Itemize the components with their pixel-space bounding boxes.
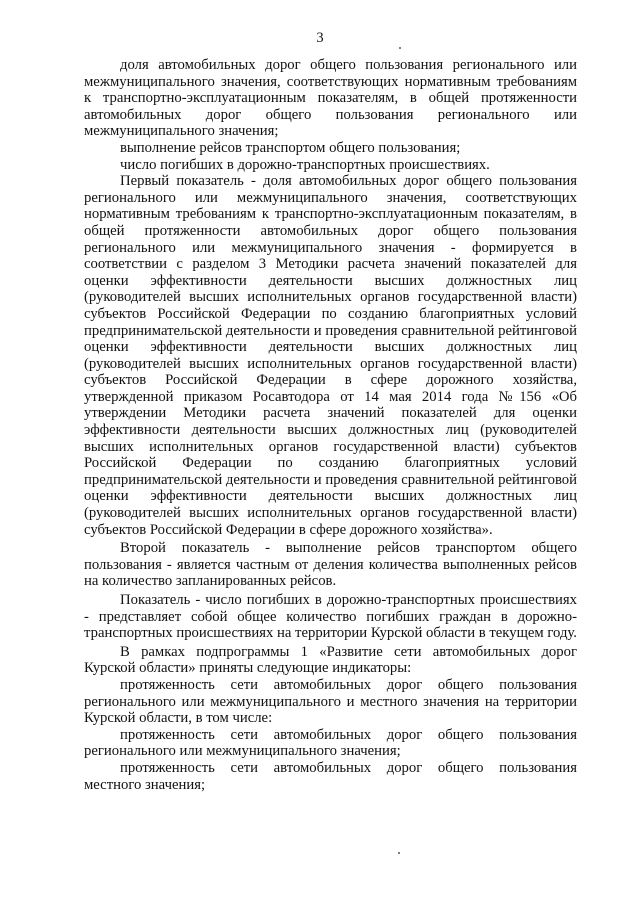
page-number: 3 — [316, 30, 324, 46]
paragraph-indicator-fatalities: число погибших в дорожно-транспортных происшествиях. — [120, 156, 490, 173]
document-body — [84, 57, 577, 793]
paragraph-network-length-total: протяженность сети автомобильных дорог общего пользования регионального или межмуниципального и местного значения на территории Курской области, в том числе: — [84, 676, 577, 727]
scan-speck — [398, 852, 400, 854]
paragraph-network-length-regional: протяженность сети автомобильных дорог общего пользования регионального или межмуниципального значения; — [84, 726, 577, 760]
paragraph-fatalities-indicator: Показатель - число погибших в дорожно-транспортных происшествиях - представляет собой общее количество погибших граждан в дорожно-транспортных происшествиях на территории Курской области в текущем году. — [84, 592, 577, 642]
paragraph-indicator-trips: выполнение рейсов транспортом общего пользования; — [120, 139, 461, 156]
paragraph-network-length-local: протяженность сети автомобильных дорог общего пользования местного значения; — [84, 759, 577, 793]
paragraph-second-indicator: Второй показатель - выполнение рейсов транспортом общего пользования - является частным от деления количества выполненных рейсов на количество запланированных рейсов. — [84, 540, 577, 590]
paragraph-first-indicator: Первый показатель - доля автомобильных дорог общего пользования регионального или межмуниципального значения, соответствующих нормативным требованиям к транспортно-эксплуатационным показателям, в общей протяженности автомобильных дорог общего пользования регионального или межмуниципального значения - формируется в соответствии с разделом 3 Методики расчета значений показателей для оценки эффективности деятельности высших должностных лиц (руководителей высших исполнительных органов государственной власти) субъектов Российской Федерации по созданию благоприятных условий предпринимательской деятельности и проведения сравнительной рейтинговой оценки эффективности деятельности высших должностных лиц (руководителей высших исполнительных органов государственной власти) субъектов Российской Федерации в сфере дорожного хозяйства, утвержденной приказом Росавтодора от 14 мая 2014 года №156 «Об утверждении Методики расчета значений показателей для оценки эффективности деятельности высших должностных лиц (руководителей высших исполнительных органов государственной власти) субъектов Российской Федерации по созданию благоприятных условий предпринимательской деятельности и проведения сравнительной рейтинговой оценки эффективности деятельности высших должностных лиц (руководителей высших исполнительных органов государственной власти) субъектов Российской Федерации в сфере дорожного хозяйства». — [84, 173, 577, 538]
scan-speck — [399, 47, 401, 49]
paragraph-indicator-road-share: доля автомобильных дорог общего пользования регионального или межмуниципального значения, соответствующих нормативным требованиям к транспортно-эксплуатационным показателям, в общей протяженности автомобильных дорог общего пользования регионального или межмуниципального значения; — [84, 57, 577, 140]
paragraph-subprogram-1: В рамках подпрограммы 1 «Развитие сети автомобильных дорог Курской области» приняты следующие индикаторы: — [84, 643, 577, 677]
